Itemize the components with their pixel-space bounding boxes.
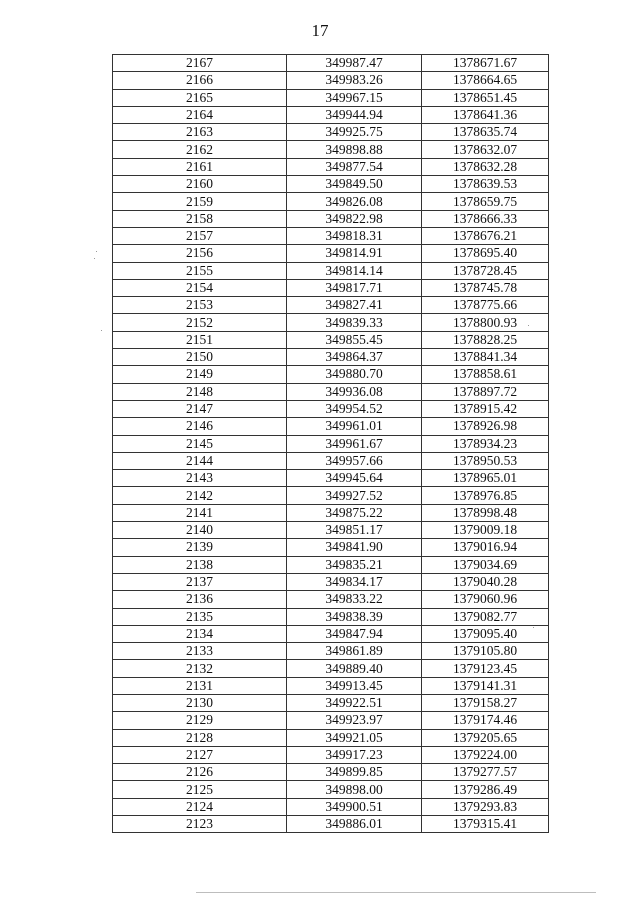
x-coordinate-cell: 349841.90 bbox=[287, 539, 422, 556]
point-number-cell: 2156 bbox=[113, 245, 287, 262]
point-number-cell: 2136 bbox=[113, 591, 287, 608]
y-coordinate-cell: 1378632.28 bbox=[422, 158, 549, 175]
point-number-cell: 2157 bbox=[113, 227, 287, 244]
y-coordinate-cell: 1378635.74 bbox=[422, 124, 549, 141]
table-row bbox=[113, 573, 549, 590]
x-coordinate-cell: 349945.64 bbox=[287, 470, 422, 487]
x-coordinate-cell: 349826.08 bbox=[287, 193, 422, 210]
y-coordinate-cell: 1379286.49 bbox=[422, 781, 549, 798]
point-number-cell: 2152 bbox=[113, 314, 287, 331]
table-row bbox=[113, 331, 549, 348]
table-row bbox=[113, 504, 549, 521]
y-coordinate-cell: 1378976.85 bbox=[422, 487, 549, 504]
point-number-cell: 2135 bbox=[113, 608, 287, 625]
point-number-cell: 2142 bbox=[113, 487, 287, 504]
table-row bbox=[113, 141, 549, 158]
x-coordinate-cell: 349899.85 bbox=[287, 764, 422, 781]
table-row bbox=[113, 764, 549, 781]
page-number: 17 bbox=[311, 21, 329, 40]
point-number-cell: 2154 bbox=[113, 279, 287, 296]
y-coordinate-cell: 1379095.40 bbox=[422, 625, 549, 642]
y-coordinate-cell: 1378926.98 bbox=[422, 418, 549, 435]
point-number-cell: 2164 bbox=[113, 106, 287, 123]
point-number-cell: 2131 bbox=[113, 677, 287, 694]
table-row bbox=[113, 470, 549, 487]
x-coordinate-cell: 349839.33 bbox=[287, 314, 422, 331]
table-row bbox=[113, 798, 549, 815]
x-coordinate-cell: 349961.67 bbox=[287, 435, 422, 452]
point-number-cell: 2153 bbox=[113, 297, 287, 314]
point-number-cell: 2161 bbox=[113, 158, 287, 175]
y-coordinate-cell: 1378800.93 bbox=[422, 314, 549, 331]
table-row bbox=[113, 729, 549, 746]
y-coordinate-cell: 1379105.80 bbox=[422, 643, 549, 660]
table-row bbox=[113, 106, 549, 123]
x-coordinate-cell: 349987.47 bbox=[287, 55, 422, 72]
y-coordinate-cell: 1378915.42 bbox=[422, 400, 549, 417]
scan-speck bbox=[533, 627, 534, 628]
point-number-cell: 2147 bbox=[113, 400, 287, 417]
table-row bbox=[113, 435, 549, 452]
point-number-cell: 2155 bbox=[113, 262, 287, 279]
y-coordinate-cell: 1379016.94 bbox=[422, 539, 549, 556]
x-coordinate-cell: 349944.94 bbox=[287, 106, 422, 123]
x-coordinate-cell: 349833.22 bbox=[287, 591, 422, 608]
x-coordinate-cell: 349900.51 bbox=[287, 798, 422, 815]
table-row bbox=[113, 383, 549, 400]
table-row bbox=[113, 746, 549, 763]
y-coordinate-cell: 1378664.65 bbox=[422, 72, 549, 89]
point-number-cell: 2128 bbox=[113, 729, 287, 746]
point-number-cell: 2146 bbox=[113, 418, 287, 435]
point-number-cell: 2160 bbox=[113, 176, 287, 193]
x-coordinate-cell: 349922.51 bbox=[287, 694, 422, 711]
x-coordinate-cell: 349921.05 bbox=[287, 729, 422, 746]
x-coordinate-cell: 349917.23 bbox=[287, 746, 422, 763]
point-number-cell: 2123 bbox=[113, 816, 287, 833]
y-coordinate-cell: 1379293.83 bbox=[422, 798, 549, 815]
table-row bbox=[113, 712, 549, 729]
scan-speck bbox=[94, 258, 95, 259]
x-coordinate-cell: 349898.88 bbox=[287, 141, 422, 158]
point-number-cell: 2134 bbox=[113, 625, 287, 642]
scan-speck bbox=[101, 330, 102, 331]
x-coordinate-cell: 349936.08 bbox=[287, 383, 422, 400]
y-coordinate-cell: 1378728.45 bbox=[422, 262, 549, 279]
x-coordinate-cell: 349967.15 bbox=[287, 89, 422, 106]
y-coordinate-cell: 1378897.72 bbox=[422, 383, 549, 400]
x-coordinate-cell: 349847.94 bbox=[287, 625, 422, 642]
point-number-cell: 2132 bbox=[113, 660, 287, 677]
table-row bbox=[113, 643, 549, 660]
table-row bbox=[113, 297, 549, 314]
x-coordinate-cell: 349835.21 bbox=[287, 556, 422, 573]
x-coordinate-cell: 349864.37 bbox=[287, 349, 422, 366]
point-number-cell: 2129 bbox=[113, 712, 287, 729]
point-number-cell: 2144 bbox=[113, 452, 287, 469]
table-row bbox=[113, 55, 549, 72]
x-coordinate-cell: 349851.17 bbox=[287, 522, 422, 539]
point-number-cell: 2133 bbox=[113, 643, 287, 660]
table-row bbox=[113, 539, 549, 556]
y-coordinate-cell: 1378671.67 bbox=[422, 55, 549, 72]
table-row bbox=[113, 279, 549, 296]
table-row bbox=[113, 89, 549, 106]
y-coordinate-cell: 1378998.48 bbox=[422, 504, 549, 521]
x-coordinate-cell: 349889.40 bbox=[287, 660, 422, 677]
table-row bbox=[113, 227, 549, 244]
point-number-cell: 2140 bbox=[113, 522, 287, 539]
x-coordinate-cell: 349818.31 bbox=[287, 227, 422, 244]
y-coordinate-cell: 1379224.00 bbox=[422, 746, 549, 763]
point-number-cell: 2125 bbox=[113, 781, 287, 798]
table-row bbox=[113, 660, 549, 677]
x-coordinate-cell: 349913.45 bbox=[287, 677, 422, 694]
point-number-cell: 2159 bbox=[113, 193, 287, 210]
x-coordinate-cell: 349822.98 bbox=[287, 210, 422, 227]
point-number-cell: 2165 bbox=[113, 89, 287, 106]
x-coordinate-cell: 349834.17 bbox=[287, 573, 422, 590]
point-number-cell: 2162 bbox=[113, 141, 287, 158]
point-number-cell: 2158 bbox=[113, 210, 287, 227]
x-coordinate-cell: 349961.01 bbox=[287, 418, 422, 435]
y-coordinate-cell: 1379034.69 bbox=[422, 556, 549, 573]
table-row bbox=[113, 625, 549, 642]
table-row bbox=[113, 522, 549, 539]
y-coordinate-cell: 1379123.45 bbox=[422, 660, 549, 677]
table-row bbox=[113, 400, 549, 417]
point-number-cell: 2143 bbox=[113, 470, 287, 487]
table-row bbox=[113, 694, 549, 711]
y-coordinate-cell: 1378695.40 bbox=[422, 245, 549, 262]
y-coordinate-cell: 1378639.53 bbox=[422, 176, 549, 193]
table-row bbox=[113, 487, 549, 504]
table-row bbox=[113, 349, 549, 366]
table-row bbox=[113, 781, 549, 798]
x-coordinate-cell: 349927.52 bbox=[287, 487, 422, 504]
point-number-cell: 2151 bbox=[113, 331, 287, 348]
table-row bbox=[113, 262, 549, 279]
table-row bbox=[113, 210, 549, 227]
y-coordinate-cell: 1378659.75 bbox=[422, 193, 549, 210]
x-coordinate-cell: 349817.71 bbox=[287, 279, 422, 296]
point-number-cell: 2148 bbox=[113, 383, 287, 400]
y-coordinate-cell: 1378676.21 bbox=[422, 227, 549, 244]
y-coordinate-cell: 1378858.61 bbox=[422, 366, 549, 383]
x-coordinate-cell: 349898.00 bbox=[287, 781, 422, 798]
x-coordinate-cell: 349925.75 bbox=[287, 124, 422, 141]
x-coordinate-cell: 349855.45 bbox=[287, 331, 422, 348]
point-number-cell: 2139 bbox=[113, 539, 287, 556]
x-coordinate-cell: 349814.91 bbox=[287, 245, 422, 262]
x-coordinate-cell: 349954.52 bbox=[287, 400, 422, 417]
y-coordinate-cell: 1379141.31 bbox=[422, 677, 549, 694]
point-number-cell: 2145 bbox=[113, 435, 287, 452]
point-number-cell: 2166 bbox=[113, 72, 287, 89]
x-coordinate-cell: 349880.70 bbox=[287, 366, 422, 383]
x-coordinate-cell: 349827.41 bbox=[287, 297, 422, 314]
point-number-cell: 2124 bbox=[113, 798, 287, 815]
y-coordinate-cell: 1378934.23 bbox=[422, 435, 549, 452]
point-number-cell: 2167 bbox=[113, 55, 287, 72]
coordinates-table-body bbox=[113, 55, 549, 833]
y-coordinate-cell: 1378950.53 bbox=[422, 452, 549, 469]
scan-edge-line bbox=[196, 892, 596, 893]
x-coordinate-cell: 349957.66 bbox=[287, 452, 422, 469]
y-coordinate-cell: 1378775.66 bbox=[422, 297, 549, 314]
x-coordinate-cell: 349861.89 bbox=[287, 643, 422, 660]
x-coordinate-cell: 349849.50 bbox=[287, 176, 422, 193]
point-number-cell: 2126 bbox=[113, 764, 287, 781]
table-row bbox=[113, 556, 549, 573]
scan-speck bbox=[96, 251, 97, 252]
point-number-cell: 2141 bbox=[113, 504, 287, 521]
x-coordinate-cell: 349886.01 bbox=[287, 816, 422, 833]
table-row bbox=[113, 418, 549, 435]
point-number-cell: 2150 bbox=[113, 349, 287, 366]
x-coordinate-cell: 349814.14 bbox=[287, 262, 422, 279]
point-number-cell: 2149 bbox=[113, 366, 287, 383]
y-coordinate-cell: 1378632.07 bbox=[422, 141, 549, 158]
y-coordinate-cell: 1379277.57 bbox=[422, 764, 549, 781]
table-row bbox=[113, 591, 549, 608]
table-row bbox=[113, 816, 549, 833]
table-row bbox=[113, 314, 549, 331]
y-coordinate-cell: 1379158.27 bbox=[422, 694, 549, 711]
table-row bbox=[113, 72, 549, 89]
x-coordinate-cell: 349875.22 bbox=[287, 504, 422, 521]
y-coordinate-cell: 1379040.28 bbox=[422, 573, 549, 590]
y-coordinate-cell: 1378651.45 bbox=[422, 89, 549, 106]
x-coordinate-cell: 349923.97 bbox=[287, 712, 422, 729]
y-coordinate-cell: 1378828.25 bbox=[422, 331, 549, 348]
y-coordinate-cell: 1379315.41 bbox=[422, 816, 549, 833]
table-row bbox=[113, 245, 549, 262]
y-coordinate-cell: 1379009.18 bbox=[422, 522, 549, 539]
x-coordinate-cell: 349983.26 bbox=[287, 72, 422, 89]
y-coordinate-cell: 1379174.46 bbox=[422, 712, 549, 729]
point-number-cell: 2163 bbox=[113, 124, 287, 141]
point-number-cell: 2127 bbox=[113, 746, 287, 763]
scan-speck bbox=[528, 325, 529, 326]
x-coordinate-cell: 349877.54 bbox=[287, 158, 422, 175]
table-row bbox=[113, 124, 549, 141]
x-coordinate-cell: 349838.39 bbox=[287, 608, 422, 625]
table-row bbox=[113, 366, 549, 383]
y-coordinate-cell: 1378745.78 bbox=[422, 279, 549, 296]
table-row bbox=[113, 677, 549, 694]
point-number-cell: 2137 bbox=[113, 573, 287, 590]
table-row bbox=[113, 193, 549, 210]
table-row bbox=[113, 176, 549, 193]
y-coordinate-cell: 1378641.36 bbox=[422, 106, 549, 123]
y-coordinate-cell: 1379060.96 bbox=[422, 591, 549, 608]
point-number-cell: 2138 bbox=[113, 556, 287, 573]
y-coordinate-cell: 1378965.01 bbox=[422, 470, 549, 487]
y-coordinate-cell: 1379205.65 bbox=[422, 729, 549, 746]
y-coordinate-cell: 1378666.33 bbox=[422, 210, 549, 227]
table-row bbox=[113, 452, 549, 469]
y-coordinate-cell: 1379082.77 bbox=[422, 608, 549, 625]
y-coordinate-cell: 1378841.34 bbox=[422, 349, 549, 366]
table-row bbox=[113, 158, 549, 175]
table-row bbox=[113, 608, 549, 625]
point-number-cell: 2130 bbox=[113, 694, 287, 711]
coordinates-table bbox=[112, 54, 549, 833]
